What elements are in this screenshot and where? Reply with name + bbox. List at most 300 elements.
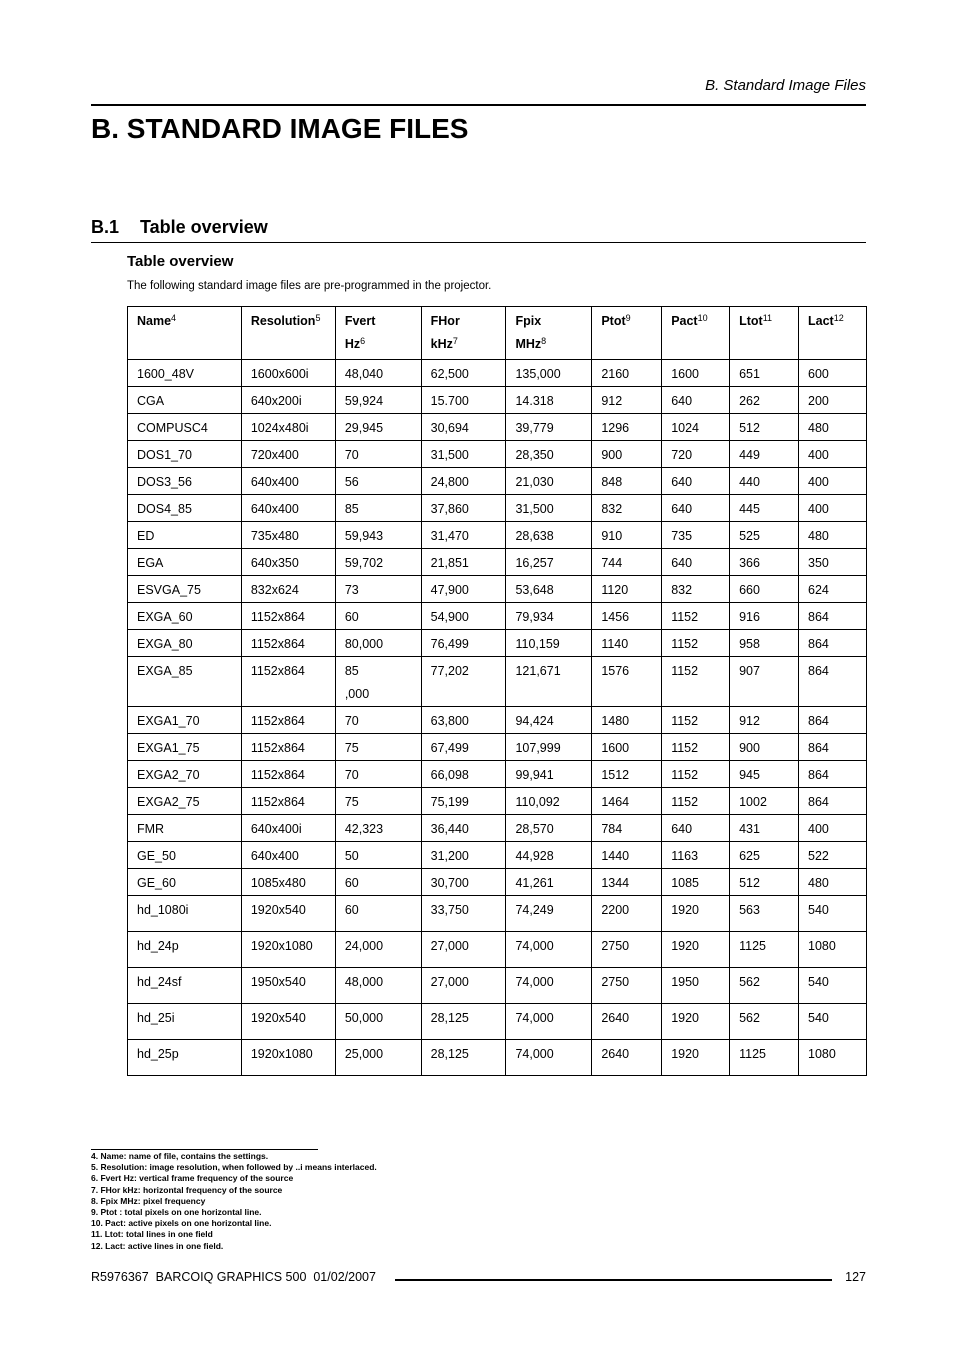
column-header-label: Resolution	[250, 314, 316, 328]
table-row	[128, 761, 867, 788]
column-header	[662, 307, 730, 360]
table-cell: 916	[730, 603, 799, 630]
table-cell: 44,928	[506, 842, 592, 869]
table-cell: 28,638	[506, 522, 592, 549]
column-header-label: Ptot	[601, 314, 626, 328]
table-cell: 864	[799, 707, 867, 734]
footnotes	[91, 1151, 377, 1252]
table-cell: 1512	[592, 761, 662, 788]
table-cell: DOS1_70	[128, 441, 242, 468]
section-number: B.1	[91, 217, 120, 237]
table-cell: 1152x864	[241, 657, 335, 707]
table-cell: 563	[730, 896, 799, 932]
table-cell: 784	[592, 815, 662, 842]
table-cell: 1950	[662, 968, 730, 1004]
column-header-label: Fvert	[344, 314, 376, 328]
table-cell: 74,000	[506, 1040, 592, 1076]
table-cell: 1920x1080	[241, 1040, 335, 1076]
table-cell: 74,000	[506, 968, 592, 1004]
table-cell: 60	[335, 896, 421, 932]
table-body	[128, 360, 867, 1076]
footnote-ref: 4	[171, 313, 177, 323]
table-cell: 2640	[592, 1004, 662, 1040]
table-cell: 70	[335, 761, 421, 788]
table-cell: EXGA1_75	[128, 734, 242, 761]
table-cell: 74,000	[506, 1004, 592, 1040]
table-row	[128, 603, 867, 630]
table-cell: 60	[335, 869, 421, 896]
footnote: 11. Ltot: total lines in one field	[91, 1229, 213, 1240]
chapter-title: B. STANDARD IMAGE FILES	[91, 113, 469, 144]
table-cell: 76,499	[421, 630, 506, 657]
column-header-label: FHor	[430, 314, 460, 328]
table-cell: 48,040	[335, 360, 421, 387]
table-cell: 2750	[592, 968, 662, 1004]
table-cell: EXGA_60	[128, 603, 242, 630]
table-cell: 864	[799, 657, 867, 707]
table-cell: 59,943	[335, 522, 421, 549]
table-cell: 54,900	[421, 603, 506, 630]
table-cell: 27,000	[421, 968, 506, 1004]
table-cell: 75	[335, 734, 421, 761]
table-cell: 400	[799, 468, 867, 495]
footnote-ref: 6	[360, 336, 366, 346]
table-cell: 37,860	[421, 495, 506, 522]
table-cell: 24,800	[421, 468, 506, 495]
table-cell: 110,092	[506, 788, 592, 815]
table-cell: 1600	[592, 734, 662, 761]
table-cell: 480	[799, 522, 867, 549]
table-cell: 640	[662, 815, 730, 842]
table-cell: hd_25p	[128, 1040, 242, 1076]
table-cell: 2160	[592, 360, 662, 387]
table-cell: 1600x600i	[241, 360, 335, 387]
table-cell: 85	[335, 495, 421, 522]
table-cell: 540	[799, 968, 867, 1004]
column-header-label: Pact	[671, 314, 698, 328]
footer-left	[91, 1270, 376, 1284]
table-cell: 1920	[662, 1004, 730, 1040]
table-cell: 720x400	[241, 441, 335, 468]
table-cell: EXGA2_75	[128, 788, 242, 815]
table-cell: 1920x1080	[241, 932, 335, 968]
table-cell: 21,030	[506, 468, 592, 495]
table-row	[128, 441, 867, 468]
table-cell: 1296	[592, 414, 662, 441]
intro-paragraph: The following standard image files are pre-programmed in the projector.	[127, 280, 492, 292]
table-row	[128, 707, 867, 734]
page-number: 127	[845, 1270, 866, 1284]
table-cell: 522	[799, 842, 867, 869]
table-cell: 30,700	[421, 869, 506, 896]
table-cell: 907	[730, 657, 799, 707]
table-cell: 39,779	[506, 414, 592, 441]
table-cell: COMPUSC4	[128, 414, 242, 441]
table-header-row	[128, 307, 867, 360]
table-cell: 135,000	[506, 360, 592, 387]
table-cell: 1152x864	[241, 734, 335, 761]
footer-rule	[395, 1279, 832, 1281]
table-cell: 640x400	[241, 842, 335, 869]
table-cell: 540	[799, 896, 867, 932]
table-cell: 900	[592, 441, 662, 468]
table-cell: 1152	[662, 761, 730, 788]
table-cell: DOS4_85	[128, 495, 242, 522]
table-cell: GE_60	[128, 869, 242, 896]
column-header-unit-line	[345, 333, 412, 356]
table-cell: 1152	[662, 734, 730, 761]
table-row	[128, 495, 867, 522]
table-cell: 50	[335, 842, 421, 869]
table-cell: 640	[662, 387, 730, 414]
table-cell: 59,702	[335, 549, 421, 576]
table-cell: 864	[799, 734, 867, 761]
footnote-ref: 8	[541, 336, 547, 346]
table-cell: 1163	[662, 842, 730, 869]
table-cell: 1152x864	[241, 761, 335, 788]
table-row	[128, 842, 867, 869]
table-cell: 1920x540	[241, 896, 335, 932]
table-cell: 440	[730, 468, 799, 495]
table-cell: 1080	[799, 1040, 867, 1076]
table-cell: 16,257	[506, 549, 592, 576]
table-cell: 1140	[592, 630, 662, 657]
table-cell: 28,570	[506, 815, 592, 842]
footnote-rule	[91, 1149, 318, 1150]
table-cell: 640	[662, 495, 730, 522]
table-cell: 848	[592, 468, 662, 495]
table-cell: 744	[592, 549, 662, 576]
table-cell: 525	[730, 522, 799, 549]
table-cell: 640x400i	[241, 815, 335, 842]
table-cell: 1085x480	[241, 869, 335, 896]
table-cell: 66,098	[421, 761, 506, 788]
table-cell: 562	[730, 968, 799, 1004]
table-cell: 735	[662, 522, 730, 549]
column-header	[799, 307, 867, 360]
footnote: 12. Lact: active lines in one field.	[91, 1240, 224, 1251]
table-cell: EXGA2_70	[128, 761, 242, 788]
table-cell: 600	[799, 360, 867, 387]
table-cell: 94,424	[506, 707, 592, 734]
table-cell: 47,900	[421, 576, 506, 603]
table-cell: 1920x540	[241, 1004, 335, 1040]
table-cell: 2750	[592, 932, 662, 968]
footer-doc-id: R5976367	[91, 1270, 149, 1284]
table-cell: 1152	[662, 630, 730, 657]
image-files-table	[127, 306, 867, 1076]
table-row	[128, 657, 867, 707]
table-cell: 1440	[592, 842, 662, 869]
table-cell: 77,202	[421, 657, 506, 707]
table-cell: EXGA1_70	[128, 707, 242, 734]
column-header-label: Fpix	[515, 314, 542, 328]
table-cell: 28,125	[421, 1040, 506, 1076]
table-cell: 2640	[592, 1040, 662, 1076]
table-cell: 735x480	[241, 522, 335, 549]
table-cell: 512	[730, 414, 799, 441]
table-cell: 1024	[662, 414, 730, 441]
footnote-ref: 7	[452, 336, 458, 346]
table-row	[128, 869, 867, 896]
table-cell: 33,750	[421, 896, 506, 932]
table-cell: 60	[335, 603, 421, 630]
table-cell: 640x350	[241, 549, 335, 576]
table-cell: ED	[128, 522, 242, 549]
table-cell: 864	[799, 603, 867, 630]
table-cell: 445	[730, 495, 799, 522]
column-header-unit-line	[431, 333, 497, 356]
footnote-ref: 12	[833, 313, 844, 323]
table-row	[128, 549, 867, 576]
table-cell: hd_24sf	[128, 968, 242, 1004]
table-row	[128, 1004, 867, 1040]
table-cell: 107,999	[506, 734, 592, 761]
table-cell: ESVGA_75	[128, 576, 242, 603]
column-header	[730, 307, 799, 360]
table-cell: 70	[335, 707, 421, 734]
table-cell: 400	[799, 815, 867, 842]
table-cell: 540	[799, 1004, 867, 1040]
table-cell: 79,934	[506, 603, 592, 630]
table-cell: 864	[799, 788, 867, 815]
table-cell: 31,200	[421, 842, 506, 869]
table-cell: 70	[335, 441, 421, 468]
table-cell: DOS3_56	[128, 468, 242, 495]
table-cell: 512	[730, 869, 799, 896]
table-cell: 1464	[592, 788, 662, 815]
table-cell: 110,159	[506, 630, 592, 657]
table-cell: 945	[730, 761, 799, 788]
table-row	[128, 630, 867, 657]
table-cell: 1002	[730, 788, 799, 815]
table-cell: 75	[335, 788, 421, 815]
table-cell: 53,648	[506, 576, 592, 603]
table-cell: 73	[335, 576, 421, 603]
table-row	[128, 734, 867, 761]
table-cell: 1120	[592, 576, 662, 603]
footnote: 7. FHor kHz: horizontal frequency of the source	[91, 1184, 283, 1195]
table-cell: 63,800	[421, 707, 506, 734]
table-row	[128, 576, 867, 603]
table-cell: 400	[799, 495, 867, 522]
table-cell: 25,000	[335, 1040, 421, 1076]
table-cell: 1024x480i	[241, 414, 335, 441]
footnote-ref: 11	[762, 313, 773, 323]
table-row	[128, 1040, 867, 1076]
column-header	[506, 307, 592, 360]
table-row	[128, 815, 867, 842]
running-header: B. Standard Image Files	[705, 77, 866, 94]
table-cell: 958	[730, 630, 799, 657]
table-cell: 50,000	[335, 1004, 421, 1040]
table-cell: 1920	[662, 932, 730, 968]
table-cell: 400	[799, 441, 867, 468]
table-cell: 912	[592, 387, 662, 414]
table-cell: 912	[730, 707, 799, 734]
table-cell: 48,000	[335, 968, 421, 1004]
table-cell: 62,500	[421, 360, 506, 387]
table-cell: 640x400	[241, 468, 335, 495]
table-cell: 1085	[662, 869, 730, 896]
table-cell: 67,499	[421, 734, 506, 761]
table-cell: 1152	[662, 657, 730, 707]
table-cell: CGA	[128, 387, 242, 414]
table-cell: 36,440	[421, 815, 506, 842]
footnote: 9. Ptot : total pixels on one horizontal line.	[91, 1207, 262, 1218]
table-cell: 864	[799, 761, 867, 788]
table-cell: 28,350	[506, 441, 592, 468]
column-header-label: Lact	[808, 314, 834, 328]
table-row	[128, 896, 867, 932]
footnote-ref: 10	[697, 313, 708, 323]
table-row	[128, 968, 867, 1004]
table-cell: 640	[662, 549, 730, 576]
table-cell: 449	[730, 441, 799, 468]
table-cell: 720	[662, 441, 730, 468]
footnote: 10. Pact: active pixels on one horizontal line.	[91, 1218, 272, 1229]
table-row	[128, 360, 867, 387]
table-cell: 21,851	[421, 549, 506, 576]
table-cell: 14.318	[506, 387, 592, 414]
table-row	[128, 414, 867, 441]
table-row	[128, 932, 867, 968]
table-cell: 1152	[662, 603, 730, 630]
table-cell: 1456	[592, 603, 662, 630]
table-cell: 1152	[662, 788, 730, 815]
table-cell: 640x400	[241, 495, 335, 522]
table-cell: 28,125	[421, 1004, 506, 1040]
table-cell: 1152x864	[241, 603, 335, 630]
table-cell: 24,000	[335, 932, 421, 968]
table-cell: 75,199	[421, 788, 506, 815]
table-cell: 30,694	[421, 414, 506, 441]
column-header	[335, 307, 421, 360]
footnote: 5. Resolution: image resolution, when followed by ..i means interlaced.	[91, 1162, 377, 1173]
table-cell: 59,924	[335, 387, 421, 414]
table-cell: 350	[799, 549, 867, 576]
table-cell: 1950x540	[241, 968, 335, 1004]
table-cell: 1152x864	[241, 707, 335, 734]
column-header	[592, 307, 662, 360]
column-header-unit: Hz	[344, 337, 361, 351]
table-cell: 200	[799, 387, 867, 414]
table-cell: 640x200i	[241, 387, 335, 414]
footnote-ref: 9	[625, 313, 631, 323]
table-cell: 1344	[592, 869, 662, 896]
table-cell: 41,261	[506, 869, 592, 896]
table-cell: 80,000	[335, 630, 421, 657]
table-cell: 832	[592, 495, 662, 522]
table-cell: 562	[730, 1004, 799, 1040]
table-cell: 1600_48V	[128, 360, 242, 387]
table-cell: 85 ,000	[335, 657, 421, 707]
table-cell: 1125	[730, 932, 799, 968]
table-cell: 1480	[592, 707, 662, 734]
footnote: 4. Name: name of file, contains the settings.	[91, 1151, 269, 1161]
table-cell: 832x624	[241, 576, 335, 603]
table-cell: 42,323	[335, 815, 421, 842]
table-cell: 99,941	[506, 761, 592, 788]
table-cell: FMR	[128, 815, 242, 842]
footer-date: 01/02/2007	[313, 1270, 376, 1284]
column-header-unit: MHz	[515, 337, 542, 351]
table-cell: 640	[662, 468, 730, 495]
footnote-ref: 5	[315, 313, 321, 323]
column-header-label: Ltot	[739, 314, 763, 328]
table-cell: 1125	[730, 1040, 799, 1076]
section-heading: Table overview	[140, 217, 268, 237]
table-cell: hd_1080i	[128, 896, 242, 932]
table-cell: EXGA_80	[128, 630, 242, 657]
table-cell: 864	[799, 630, 867, 657]
table-cell: 1920	[662, 896, 730, 932]
column-header-unit-line	[515, 333, 582, 356]
table-cell: 624	[799, 576, 867, 603]
table-cell: 29,945	[335, 414, 421, 441]
table-cell: EGA	[128, 549, 242, 576]
table-cell: 27,000	[421, 932, 506, 968]
table-cell: 1152x864	[241, 630, 335, 657]
table-cell: 2200	[592, 896, 662, 932]
table-cell: 31,500	[506, 495, 592, 522]
table-cell: hd_25i	[128, 1004, 242, 1040]
table-cell: 74,249	[506, 896, 592, 932]
table-row	[128, 788, 867, 815]
table-row	[128, 387, 867, 414]
table-cell: 366	[730, 549, 799, 576]
table-cell: 832	[662, 576, 730, 603]
table-row	[128, 468, 867, 495]
table-cell: GE_50	[128, 842, 242, 869]
table-cell: 1920	[662, 1040, 730, 1076]
header-rule	[91, 104, 866, 106]
footnote: 6. Fvert Hz: vertical frame frequency of the source	[91, 1173, 294, 1184]
table-cell: 31,470	[421, 522, 506, 549]
table-cell: 910	[592, 522, 662, 549]
table-cell: 1080	[799, 932, 867, 968]
table-row	[128, 522, 867, 549]
subsection-title: Table overview	[127, 253, 234, 270]
table-cell: 480	[799, 414, 867, 441]
footer-product: BARCOIQ GRAPHICS 500	[155, 1270, 307, 1284]
table-cell: 1152	[662, 707, 730, 734]
table-cell: 56	[335, 468, 421, 495]
table-cell: EXGA_85	[128, 657, 242, 707]
table-cell: 15.700	[421, 387, 506, 414]
column-header-unit: kHz	[430, 337, 453, 351]
column-header	[241, 307, 335, 360]
table-cell: 431	[730, 815, 799, 842]
table-cell: 1576	[592, 657, 662, 707]
table-cell: hd_24p	[128, 932, 242, 968]
column-header	[421, 307, 506, 360]
table-cell: 651	[730, 360, 799, 387]
column-header-label: Name	[137, 314, 172, 328]
table-cell: 660	[730, 576, 799, 603]
table-cell: 121,671	[506, 657, 592, 707]
section-rule	[91, 242, 866, 243]
table-cell: 74,000	[506, 932, 592, 968]
table-cell: 31,500	[421, 441, 506, 468]
table-cell: 480	[799, 869, 867, 896]
table-cell: 1152x864	[241, 788, 335, 815]
footnote: 8. Fpix MHz: pixel frequency	[91, 1195, 206, 1206]
section-title	[91, 217, 268, 238]
table-cell: 1600	[662, 360, 730, 387]
table-cell: 900	[730, 734, 799, 761]
table-cell: 262	[730, 387, 799, 414]
